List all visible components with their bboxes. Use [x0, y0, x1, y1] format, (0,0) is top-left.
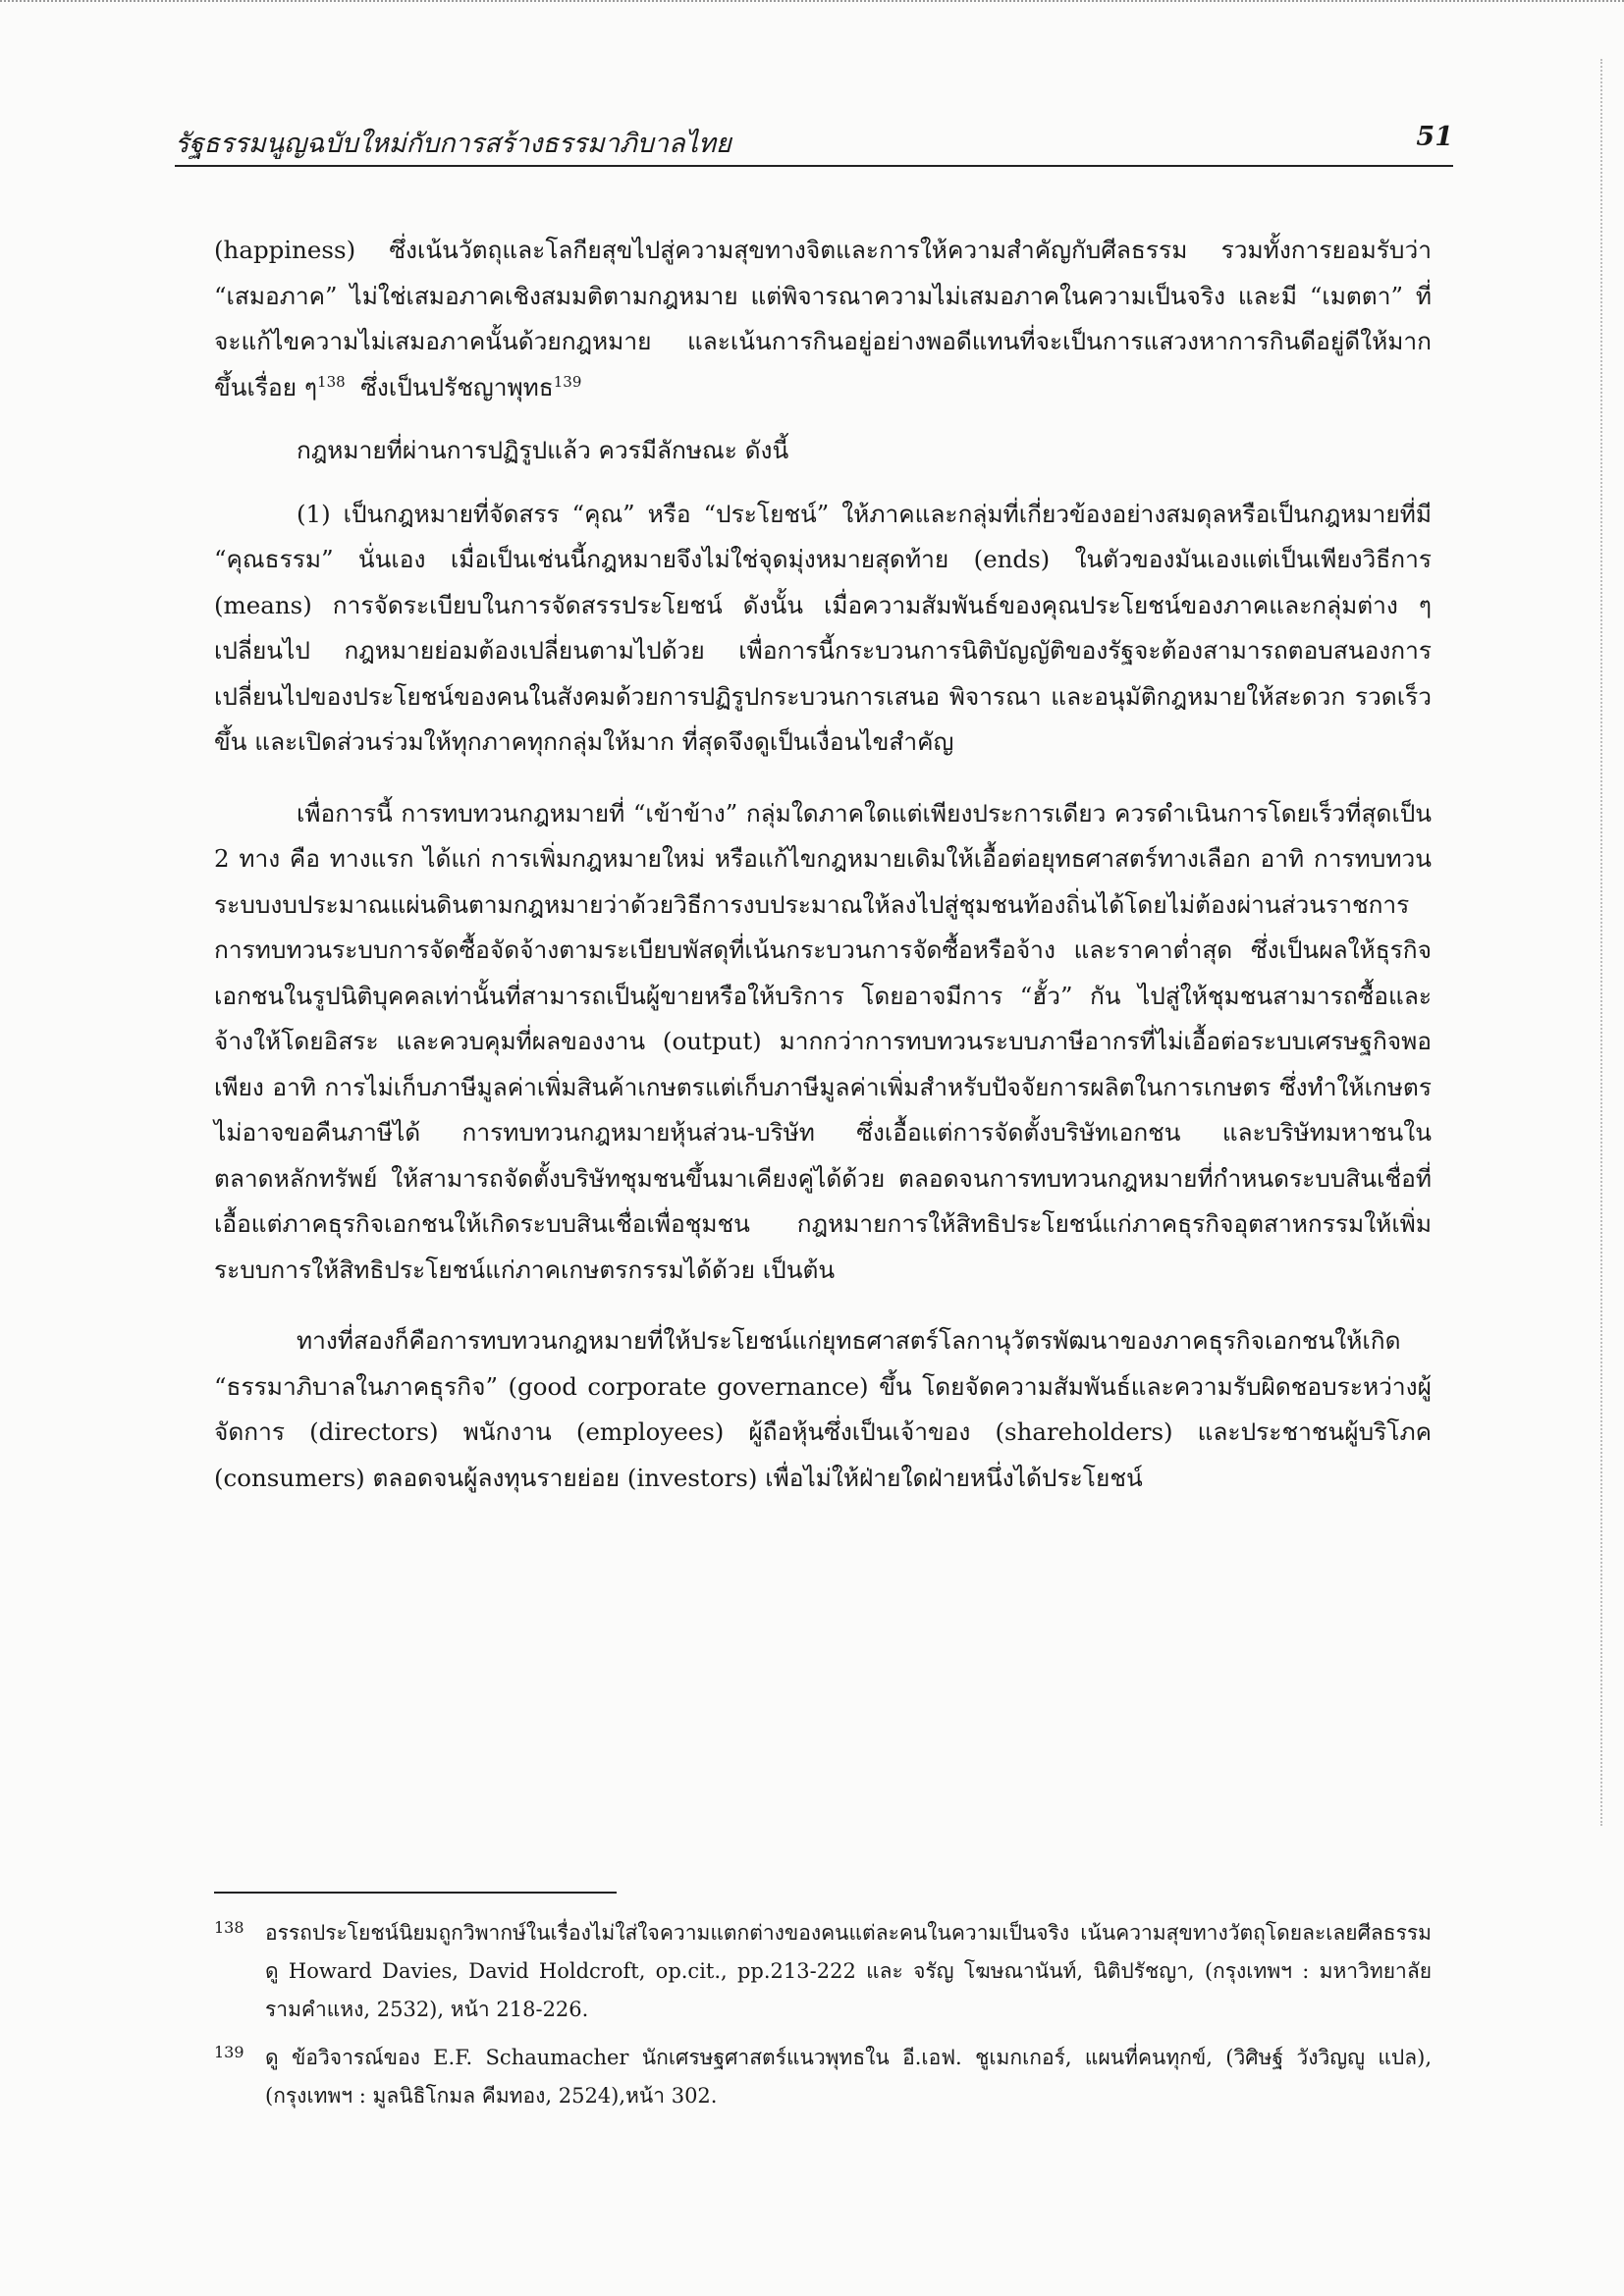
paragraph-continuation — [214, 228, 1432, 410]
section-intro: กฎหมายที่ผ่านการปฏิรูปแล้ว ควรมีลักษณะ ดังนี้ — [297, 436, 789, 464]
running-title: รัฐธรรมนูญฉบับใหม่กับการสร้างธรรมาภิบาลไทย — [175, 129, 731, 159]
body-text — [214, 228, 1432, 1501]
footnote-separator — [214, 1892, 617, 1894]
paragraph-item-1: (1) เป็นกฎหมายที่จัดสรร “คุณ” หรือ “ประโยชน์” ให้ภาคและกลุ่มที่เกี่ยวข้องอย่างสมดุลหรือเป็นกฎหมายที่มี “คุณธรรม” นั่นเอง เมื่อเป็นเช่นนี้กฎหมายจึงไม่ใช่จุดมุ่งหมายสุดท้าย (ends) ในตัวของมันเองแต่เป็นเพียงวิธีการ (means) การจัดระเบียบในการจัดสรรประโยชน์ ดังนั้น เมื่อความสัมพันธ์ของคุณประโยชน์ของภาคและกลุ่มต่าง ๆ เปลี่ยนไป กฎหมายย่อมต้องเปลี่ยนตามไปด้วย เพื่อการนี้กระบวนการนิติบัญญัติของรัฐจะต้องสามารถตอบสนองการเปลี่ยนไปของประโยชน์ของคนในสังคมด้วยการปฏิรูปกระบวนการเสนอ พิจารณา และอนุมัติกฎหมายให้สะดวก รวดเร็วขึ้น และเปิดส่วนร่วมให้ทุกภาคทุกกลุ่มให้มาก ที่สุดจึงดูเป็นเงื่อนไขสำคัญ — [214, 499, 1432, 756]
footnote-139 — [214, 2039, 1432, 2115]
paragraph-text: ซึ่งเป็นปรัชญาพุทธ — [360, 372, 554, 401]
paragraph-first-way: เพื่อการนี้ การทบทวนกฎหมายที่ “เข้าข้าง” กลุ่มใดภาคใดแต่เพียงประการเดียว ควรดำเนินการโดยเร็วที่สุดเป็น 2 ทาง คือ ทางแรก ได้แก่ การเพิ่มกฎหมายใหม่ หรือแก้ไขกฎหมายเดิมให้เอื้อต่อยุทธศาสตร์ทางเลือก อาทิ การทบทวนระบบงบประมาณแผ่นดินตามกฎหมายว่าด้วยวิธีการงบประมาณให้ลงไปสู่ชุมชนท้องถิ่นได้โดยไม่ต้องผ่านส่วนราชการ การทบทวนระบบการจัดซื้อจัดจ้างตามระเบียบพัสดุที่เน้นกระบวนการจัดซื้อหรือจ้าง และราคาต่ำสุด ซึ่งเป็นผลให้ธุรกิจเอกชนในรูปนิติบุคคลเท่านั้นที่สามารถเป็นผู้ขายหรือให้บริการ โดยอาจมีการ “ฮั้ว” กัน ไปสู่ให้ชุมชนสามารถซื้อและจ้างให้โดยอิสระ และควบคุมที่ผลของงาน (output) มากกว่าการทบทวนระบบภาษีอากรที่ไม่เอื้อต่อระบบเศรษฐกิจพอเพียง อาทิ การไม่เก็บภาษีมูลค่าเพิ่มสินค้าเกษตรแต่เก็บภาษีมูลค่าเพิ่มสำหรับปัจจัยการผลิตในการเกษตร ซึ่งทำให้เกษตรไม่อาจขอคืนภาษีได้ การทบทวนกฎหมายหุ้นส่วน-บริษัท ซึ่งเอื้อแต่การจัดตั้งบริษัทเอกชน และบริษัทมหาชนในตลาดหลักทรัพย์ ให้สามารถจัดตั้งบริษัทชุมชนขึ้นมาเคียงคู่ได้ด้วย ตลอดจนการทบทวนกฎหมายที่กำหนดระบบสินเชื่อที่เอื้อแต่ภาคธุรกิจเอกชนให้เกิดระบบสินเชื่อเพื่อชุมชน กฎหมายการให้สิทธิประโยชน์แก่ภาคธุรกิจอุตสาหกรรมให้เพิ่มระบบการให้สิทธิประโยชน์แก่ภาคเกษตรกรรมได้ด้วย เป็นต้น — [214, 798, 1432, 1284]
footnote-number: 138 — [214, 1918, 244, 1937]
footnote-text: ดู ข้อวิจารณ์ของ E.F. Schaumacher นักเศรษฐศาสตร์แนวพุทธใน อี.เอฟ. ชูเมกเกอร์, แผนที่คนทุกข์, (วิศิษฐ์ วังวิญญู แปล), (กรุงเทพฯ : มูลนิธิโกมล คีมทอง, 2524),หน้า 302. — [265, 2046, 1432, 2108]
footnotes — [214, 1914, 1432, 2125]
paragraph-second-way: ทางที่สองก็คือการทบทวนกฎหมายที่ให้ประโยชน์แก่ยุทธศาสตร์โลกานุวัตรพัฒนาของภาคธุรกิจเอกชนให้เกิด “ธรรมาภิบาลในภาคธุรกิจ” (good corporate governance) ขึ้น โดยจัดความสัมพันธ์และความรับผิดชอบระหว่างผู้จัดการ (directors) พนักงาน (employees) ผู้ถือหุ้นซึ่งเป็นเจ้าของ (shareholders) และประชาชนผู้บริโภค (consumers) ตลอดจนผู้ลงทุนรายย่อย (investors) เพื่อไม่ให้ฝ่ายใดฝ่ายหนึ่งได้ประโยชน์ — [214, 1326, 1432, 1492]
page-number: 51 — [1416, 122, 1453, 152]
scan-edge-top — [0, 0, 1624, 8]
footnote-138 — [214, 1914, 1432, 2029]
paragraph-text: (happiness) ซึ่งเน้นวัตถุและโลกียสุขไปสู่ความสุขทางจิตและการให้ความสำคัญกับศีลธรรม รวมทั้งการยอมรับว่า “เสมอภาค” ไม่ใช่เสมอภาคเชิงสมมติตามกฎหมาย แต่พิจารณาความไม่เสมอภาคในความเป็นจริง และมี “เมตตา” ที่จะแก้ไขความไม่เสมอภาคนั้นด้วยกฎหมาย และเน้นการกินอยู่อย่างพอดีแทนที่จะเป็นการแสวงหาการกินดีอยู่ดีให้มากขึ้นเรื่อย ๆ — [214, 236, 1432, 401]
footnote-ref: 138 — [317, 372, 346, 391]
footnote-number: 139 — [214, 2043, 244, 2061]
footnote-text: อรรถประโยชน์นิยมถูกวิพากษ์ในเรื่องไม่ใส่ใจความแตกต่างของคนแต่ละคนในความเป็นจริง เน้นความสุขทางวัตถุโดยละเลยศีลธรรม ดู Howard Davies, David Holdcroft, op.cit., pp.213-222 และ จรัญ โฆษณานันท์, นิติปรัชญา, (กรุงเทพฯ : มหาวิทยาลัยรามคำแหง, 2532), หน้า 218-226. — [265, 1921, 1432, 2021]
page-header — [175, 106, 1453, 167]
scan-edge-right — [1600, 59, 1624, 1826]
footnote-ref: 139 — [553, 372, 582, 391]
